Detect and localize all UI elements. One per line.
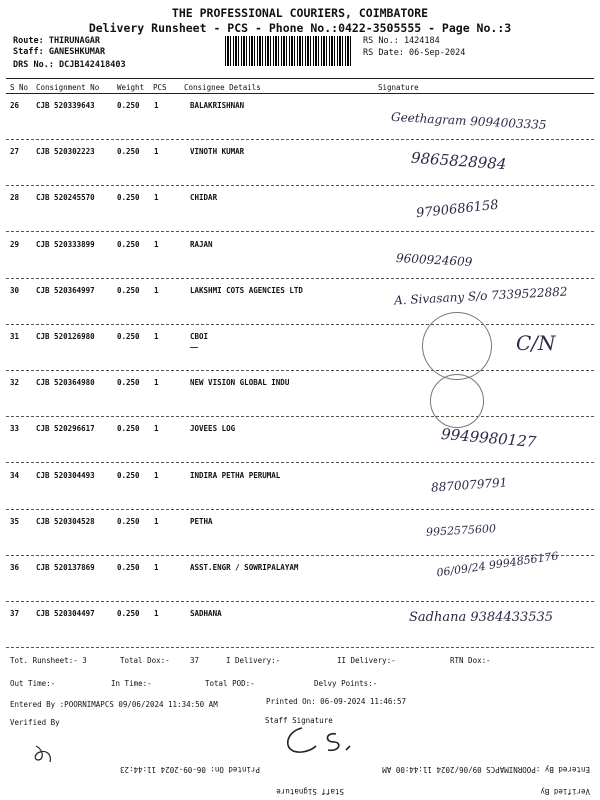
row-consignment-no: CJB 520364980 <box>36 378 95 388</box>
flipped-footer <box>0 758 600 798</box>
row-weight: 0.250 <box>117 563 140 572</box>
verified-by: Verified By <box>10 718 60 727</box>
row-pcs: 1 <box>154 239 159 249</box>
row-sno: 30 <box>10 285 20 295</box>
row-consignee: RAJAN <box>190 239 213 249</box>
header-divider-top <box>6 78 594 79</box>
table-row <box>6 549 594 602</box>
row-pcs: 1 <box>154 563 159 572</box>
table-row <box>6 186 594 232</box>
company-stamp-icon <box>430 374 484 428</box>
col-signature: Signature <box>378 83 419 92</box>
flipped-staff-signature: Staff Signature <box>276 787 344 796</box>
row-weight: 0.250 <box>117 285 140 295</box>
row-pcs: 1 <box>154 101 159 110</box>
route-label: Route: THIRUNAGAR <box>13 36 100 46</box>
staff-signature-label: Staff Signature <box>265 716 333 725</box>
row-sno: 32 <box>10 378 20 388</box>
row-consignment-no: CJB 520304493 <box>36 470 95 480</box>
row-pcs: 1 <box>154 193 159 203</box>
in-time: In Time:- <box>111 679 152 688</box>
row-weight: 0.250 <box>117 378 140 388</box>
flipped-verified-by: Verified By <box>540 787 590 796</box>
row-sno: 28 <box>10 193 20 203</box>
row-weight: 0.250 <box>117 193 140 203</box>
row-sno: 37 <box>10 609 20 619</box>
row-consignment-no: CJB 520302223 <box>36 147 95 157</box>
row-consignee: SADHANA <box>190 609 222 619</box>
row-sno: 36 <box>10 563 20 572</box>
rtn-dox: RTN Dox:- <box>450 656 491 665</box>
entered-by: Entered By :POORNIMAPCS 09/06/2024 11:34:50 AM <box>10 700 218 709</box>
table-row <box>6 279 594 325</box>
table-row <box>6 602 594 648</box>
col-consignment: Consignment No <box>36 83 100 92</box>
total-dox-label: Total Dox:- <box>120 656 170 665</box>
table-row <box>6 464 594 510</box>
row-consignment-no: CJB 520364997 <box>36 285 95 295</box>
row-weight: 0.250 <box>117 516 140 526</box>
row-weight: 0.250 <box>117 332 140 341</box>
row-consignee: BALAKRISHNAN <box>190 101 245 110</box>
drs-number: DRS No.: DCJB142418403 <box>13 60 126 70</box>
row-weight: 0.250 <box>117 424 140 434</box>
row-signature: C/N <box>516 331 556 355</box>
row-signature: 9952575600 <box>425 521 497 539</box>
flipped-entered-by: Entered By :POORNIMAPCS 09/06/2024 11:44:00 AM <box>382 765 590 774</box>
row-pcs: 1 <box>154 332 159 341</box>
row-consignee: JOVEES LOG <box>190 424 236 434</box>
flipped-printed-on: Printed On: 06-09-2024 11:44:23 <box>120 765 260 774</box>
row-pcs: 1 <box>154 285 159 295</box>
ii-delivery: II Delivery:- <box>337 656 396 665</box>
row-sno: 33 <box>10 424 20 434</box>
row-divider <box>6 647 594 648</box>
rs-date: RS Date: 06-Sep-2024 <box>363 48 466 58</box>
table-row <box>6 94 594 140</box>
row-weight: 0.250 <box>117 609 140 619</box>
row-signature: 9790686158 <box>415 198 500 222</box>
row-signature: 9600924609 <box>395 250 473 269</box>
row-sno: 34 <box>10 470 20 480</box>
row-consignment-no: CJB 520126980 <box>36 332 95 341</box>
table-row <box>6 325 594 371</box>
row-weight: 0.250 <box>117 470 140 480</box>
row-consignee: CBOI <box>190 332 209 341</box>
row-consignment-no: CJB 520296617 <box>36 424 95 434</box>
row-sno: 27 <box>10 147 20 157</box>
table-row <box>6 233 594 279</box>
row-pcs: 1 <box>154 470 159 480</box>
row-consignee: ASST.ENGR / SOWRIPALAYAM <box>190 563 299 572</box>
row-pcs: 1 <box>154 609 159 619</box>
row-sno: 35 <box>10 516 20 526</box>
row-consignee: PETHA <box>190 516 213 526</box>
delvy-points: Delvy Points:- <box>314 679 378 688</box>
document-subtitle: Delivery Runsheet - PCS - Phone No.:0422-3505555 - Page No.:3 <box>88 21 512 35</box>
tot-runsheet: Tot. Runsheet:- 3 <box>10 656 87 665</box>
row-sno: 26 <box>10 101 20 110</box>
barcode-icon <box>225 36 353 66</box>
row-signature: 9949980127 <box>440 425 538 452</box>
row-consignment-no: CJB 520304528 <box>36 516 95 526</box>
row-consignee: LAKSHMI COTS AGENCIES LTD <box>190 285 303 295</box>
row-consignment-no: CJB 520333899 <box>36 239 95 249</box>
row-sno: 31 <box>10 332 20 341</box>
col-sno: S No <box>10 83 29 92</box>
row-signature: 8870079791 <box>430 474 508 495</box>
row-consignee: INDIRA PETHA PERUMAL <box>190 470 281 480</box>
row-signature: 9865828984 <box>410 148 507 174</box>
printed-on: Printed On: 06-09-2024 11:46:57 <box>266 697 406 706</box>
staff-label: Staff: GANESHKUMAR <box>13 47 106 57</box>
rs-number: RS No.: 1424184 <box>363 36 440 46</box>
row-consignment-no: CJB 520304497 <box>36 609 95 619</box>
table-row <box>6 417 594 463</box>
col-consignee: Consignee Details <box>184 83 261 92</box>
out-time: Out Time:- <box>10 679 56 688</box>
row-weight: 0.250 <box>117 239 140 249</box>
row-pcs: 1 <box>154 378 159 388</box>
total-dox-value: 37 <box>190 656 200 665</box>
table-row <box>6 371 594 417</box>
row-weight: 0.250 <box>117 101 140 110</box>
total-pod: Total POD:- <box>205 679 255 688</box>
row-consignee: NEW VISION GLOBAL INDU <box>190 378 290 388</box>
row-consignment-no: CJB 520245570 <box>36 193 95 203</box>
row-signature: Geethagram 9094003335 <box>390 109 547 133</box>
row-signature: 06/09/24 9994856176 <box>435 549 560 580</box>
row-consignee: VINOTH KUMAR <box>190 147 245 157</box>
staff-signature-mark <box>280 720 370 760</box>
row-sno: 29 <box>10 239 20 249</box>
company-stamp-icon <box>422 312 492 380</box>
row-consignee: CHIDAR <box>190 193 218 203</box>
row-pcs: 1 <box>154 147 159 157</box>
row-weight: 0.250 <box>117 147 140 157</box>
col-pcs: PCS <box>153 83 167 92</box>
row-pcs: 1 <box>154 516 159 526</box>
col-weight: Weight <box>117 83 145 92</box>
row-consignment-no: CJB 520339643 <box>36 101 95 110</box>
row-consignee-mark <box>190 347 198 348</box>
row-signature: Sadhana 9384433535 <box>409 610 554 626</box>
row-signature: A. Sivasany S/o 7339522882 <box>393 284 568 308</box>
row-pcs: 1 <box>154 424 159 434</box>
document-title: THE PROFESSIONAL COURIERS, COIMBATORE <box>171 6 429 20</box>
table-row <box>6 140 594 186</box>
i-delivery: I Delivery:- <box>226 656 281 665</box>
table-row <box>6 510 594 556</box>
row-consignment-no: CJB 520137869 <box>36 563 95 572</box>
